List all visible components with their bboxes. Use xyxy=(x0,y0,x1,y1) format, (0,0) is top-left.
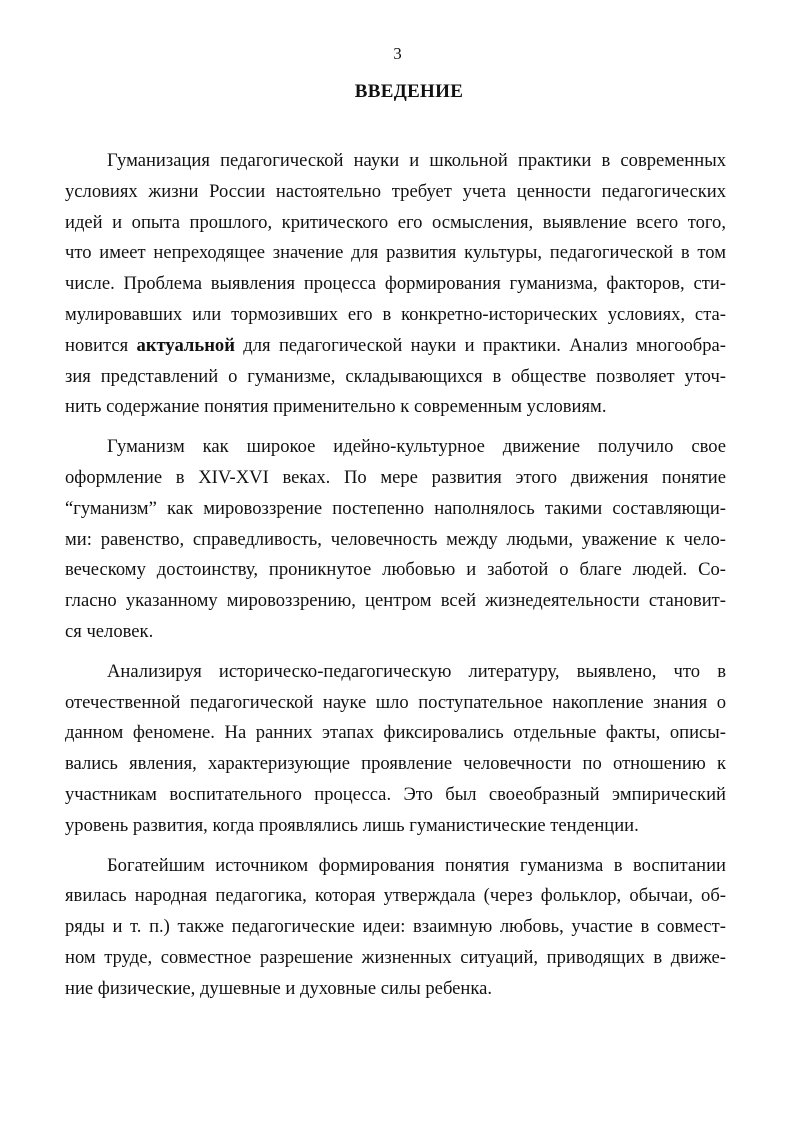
paragraph xyxy=(65,851,726,1005)
text-fragment: новится xyxy=(65,334,137,356)
paragraph xyxy=(65,657,726,842)
text-line: что имеет непреходящее значение для развития культуры, педагогической в том xyxy=(65,242,726,264)
text-fragment: для педагогической науки и практики. Анализ многообра- xyxy=(234,334,726,356)
text-line: зия представлений о гуманизме, складывающихся в обществе позволяет уточ- xyxy=(65,365,726,387)
paragraph xyxy=(65,432,726,648)
document-body xyxy=(65,146,726,1005)
text-line: ми: равенство, справедливость, человечность между людьми, уважение к чело- xyxy=(65,528,726,550)
text-line: числе. Проблема выявления процесса формирования гуманизма, факторов, сти- xyxy=(65,273,726,295)
text-line: мулировавших или тормозивших его в конкретно-исторических условиях, ста- xyxy=(65,303,726,325)
text-line: явилась народная педагогика, которая утверждала (через фольклор, обычаи, об- xyxy=(65,885,726,907)
text-line: вались явления, характеризующие проявление человечности по отношению к xyxy=(65,753,726,775)
text-line: отечественной педагогической науке шло поступательное накопление знания о xyxy=(65,691,726,713)
text-line: участникам воспитательного процесса. Это был своеобразный эмпирический xyxy=(65,783,726,805)
text-line: ном труде, совместное разрешение жизненных ситуаций, приводящих в движе- xyxy=(65,946,726,968)
text-line: идей и опыта прошлого, критического его осмысления, выявление всего того, xyxy=(65,211,726,233)
text-line: Богатейшим источником формирования понятия гуманизма в воспитании xyxy=(107,854,726,876)
text-line: гласно указанному мировоззрению, центром всей жизнедеятельности становит- xyxy=(65,590,726,612)
text-line: ние физические, душевные и духовные силы ребенка. xyxy=(65,977,493,999)
text-line-with-emphasis xyxy=(65,331,726,362)
text-line: Гуманизация педагогической науки и школьной практики в современных xyxy=(107,150,726,171)
paragraph xyxy=(65,146,726,423)
emphasis-word: актуальной xyxy=(136,334,235,356)
page-title: ВВЕДЕНИЕ xyxy=(354,81,464,102)
text-line: ся человек. xyxy=(65,620,154,642)
page-number: 3 xyxy=(393,44,402,63)
text-line: “гуманизм” как мировоззрение постепенно наполнялось такими составляющи- xyxy=(65,497,726,519)
text-line: Анализируя историческо-педагогическую литературу, выявлено, что в xyxy=(107,660,726,682)
text-line: ряды и т. п.) также педагогические идеи: взаимную любовь, участие в совмест- xyxy=(65,916,726,938)
text-line: оформление в XIV-XVI веках. По мере развития этого движения понятие xyxy=(65,466,726,488)
text-line: веческому достоинству, проникнутое любовью и заботой о благе людей. Со- xyxy=(65,559,726,581)
text-line: уровень развития, когда проявлялись лишь гуманистические тенденции. xyxy=(65,814,639,836)
text-line: Гуманизм как широкое идейно-культурное движение получило свое xyxy=(107,436,726,458)
text-line: данном феномене. На ранних этапах фиксировались отдельные факты, описы- xyxy=(65,722,726,744)
text-line: условиях жизни России настоятельно требует учета ценности педагогических xyxy=(65,180,726,202)
text-line: нить содержание понятия применительно к современным условиям. xyxy=(65,396,607,418)
